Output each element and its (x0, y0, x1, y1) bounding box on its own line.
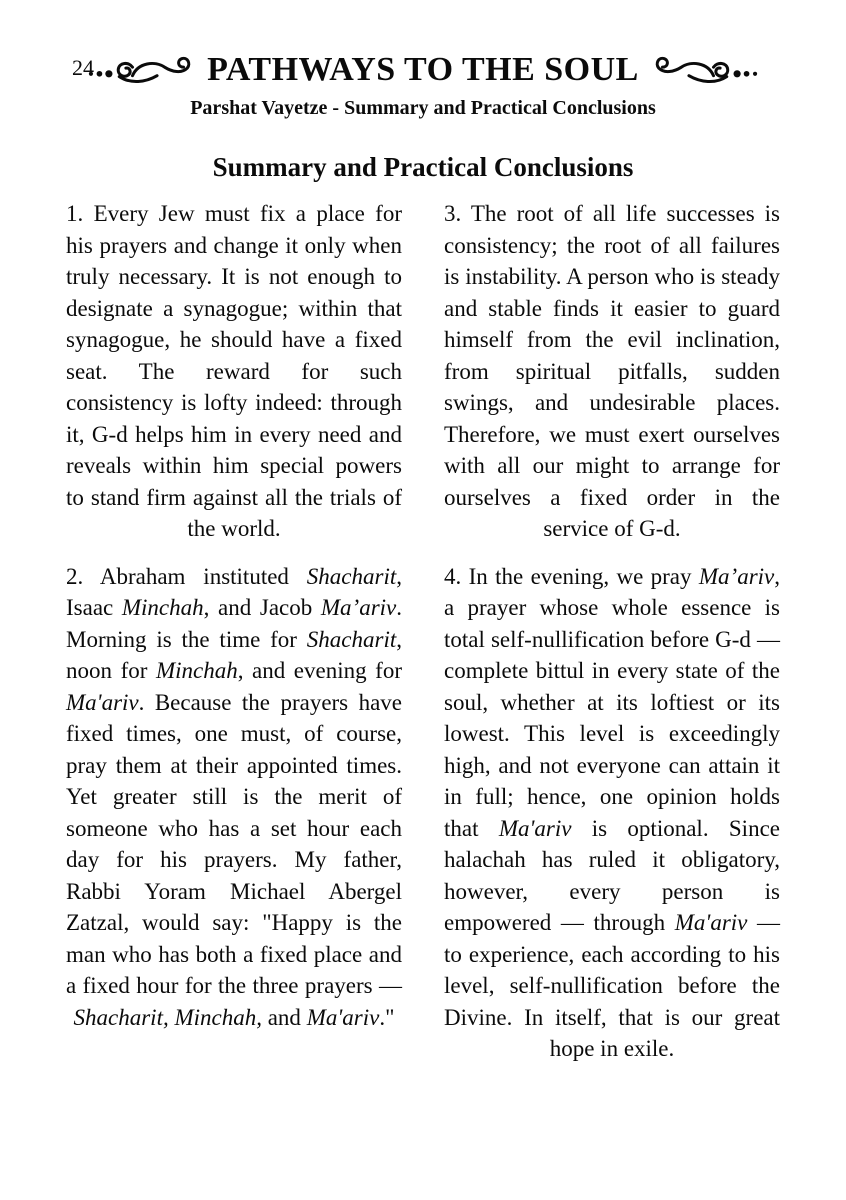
paragraph-2: 2. Abraham instituted Shacharit, Isaac Minchah, and Jacob Ma’ariv. Morning is the time for Shacharit, noon for Minchah, and evening for Ma'ariv. Because the prayers have fixed times, one must, of course, pray them at their appointed times. Yet greater still is the merit of someone who has a set hour each day for his prayers. My father, Rabbi Yoram Michael Abergel Zatzal, would say: "Happy is the man who has both a fixed place and a fixed hour for the three prayers — Shacharit, Minchah, and Ma'ariv." (66, 563, 402, 1030)
paragraph-1: 1. Every Jew must fix a place for his prayers and change it only when truly necessary. It is not enough to designate a synagogue; within that synagogue, he should have a fixed seat. The reward for such consistency is lofty indeed: through it, G-d helps him in every need and reveals within him special powers to stand firm against all the trials of the world. (66, 201, 402, 542)
chapter-subtitle: Parshat Vayetze - Summary and Practical Conclusions (190, 97, 656, 119)
page-header (66, 48, 780, 92)
flourish-ornament-left-icon (85, 53, 197, 87)
section-title: Summary and Practical Conclusions (212, 152, 634, 182)
paragraph-3: 3. The root of all life successes is consistency; the root of all failures is instability. A person who is steady and stable finds it easier to guard himself from the evil inclination, from spiritual pitfalls, sudden swings, and undesirable places. Therefore, we must exert ourselves with all our might to arrange for ourselves a fixed order in the service of G-d. (444, 201, 780, 542)
column-left (66, 198, 402, 1081)
book-title: PATHWAYS TO THE SOUL (207, 51, 639, 88)
paragraph-4: 4. In the evening, we pray Ma’ariv, a prayer whose whole essence is total self-nullification before G-d — complete bittul in every state of the soul, whether at its loftiest or its lowest. This level is exceedingly high, and not everyone can attain it in full; hence, one opinion holds that Ma'ariv is optional. Since halachah has ruled it obligatory, however, every person is empowered — through Ma'ariv — to experience, each according to his level, self-nullification before the Divine. In itself, that is our great hope in exile. (444, 563, 781, 1062)
page-number: 24 (72, 55, 94, 80)
flourish-ornament-right-icon (649, 53, 761, 87)
text-columns (66, 198, 780, 1081)
column-right (444, 198, 780, 1081)
